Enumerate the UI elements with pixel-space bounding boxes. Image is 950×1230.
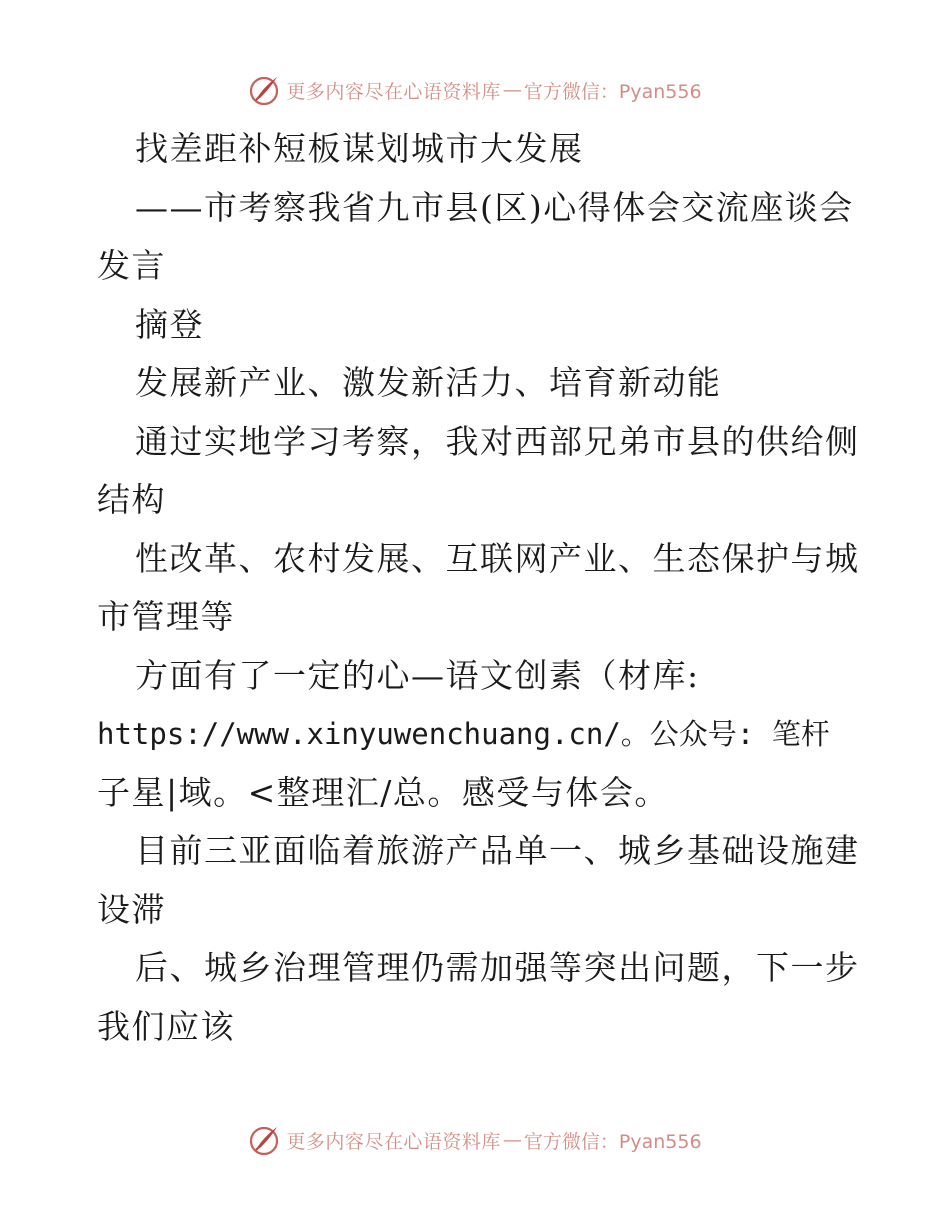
- paragraph-line: 子星|域。<整理汇/总。感受与体会。: [97, 772, 669, 812]
- paragraph-line: 我们应该: [97, 1006, 235, 1046]
- footer-watermark-banner: [0, 1122, 950, 1158]
- paragraph-line: 后、城乡治理管理仍需加强等突出问题，下一步: [135, 948, 860, 987]
- banner-dash: —: [502, 1129, 522, 1151]
- section-heading: 发展新产业、激发新活力、培育新动能: [135, 363, 722, 402]
- subtitle-continuation: 发言: [97, 246, 166, 285]
- url-line: https://www.xinyuwenchuang.cn/。公众号: 笔杆: [97, 717, 830, 751]
- paragraph-line: 市管理等: [97, 597, 235, 636]
- excerpt-label: 摘登: [135, 304, 204, 344]
- paragraph-line: 方面有了一定的心—语文创素（材库:: [135, 655, 700, 695]
- banner-text: 更多内容尽在心语资料库: [286, 1130, 501, 1153]
- paragraph-line: 性改革、农村发展、互联网产业、生态保护与城: [135, 538, 860, 578]
- quill-logo-icon: [248, 74, 280, 106]
- paragraph-line: 结构: [97, 480, 166, 519]
- subtitle-line: ——市考察我省九市县(区)心得体会交流座谈会: [135, 187, 854, 227]
- banner-wechat: 官方微信：Pyan556: [523, 80, 702, 103]
- quill-logo-icon: [248, 1124, 280, 1156]
- paragraph-line: 目前三亚面临着旅游产品单一、城乡基础设施建: [135, 831, 860, 870]
- paragraph-line: 设滞: [97, 889, 166, 929]
- document-body: [97, 120, 860, 1056]
- banner-text: 更多内容尽在心语资料库: [286, 80, 501, 103]
- paragraph-line: 通过实地学习考察，我对西部兄弟市县的供给侧: [135, 421, 860, 461]
- banner-wechat: 官方微信：Pyan556: [523, 1130, 702, 1153]
- title-line: 找差距补短板谋划城市大发展: [135, 129, 584, 168]
- header-watermark-banner: [0, 72, 950, 108]
- banner-dash: —: [502, 79, 522, 101]
